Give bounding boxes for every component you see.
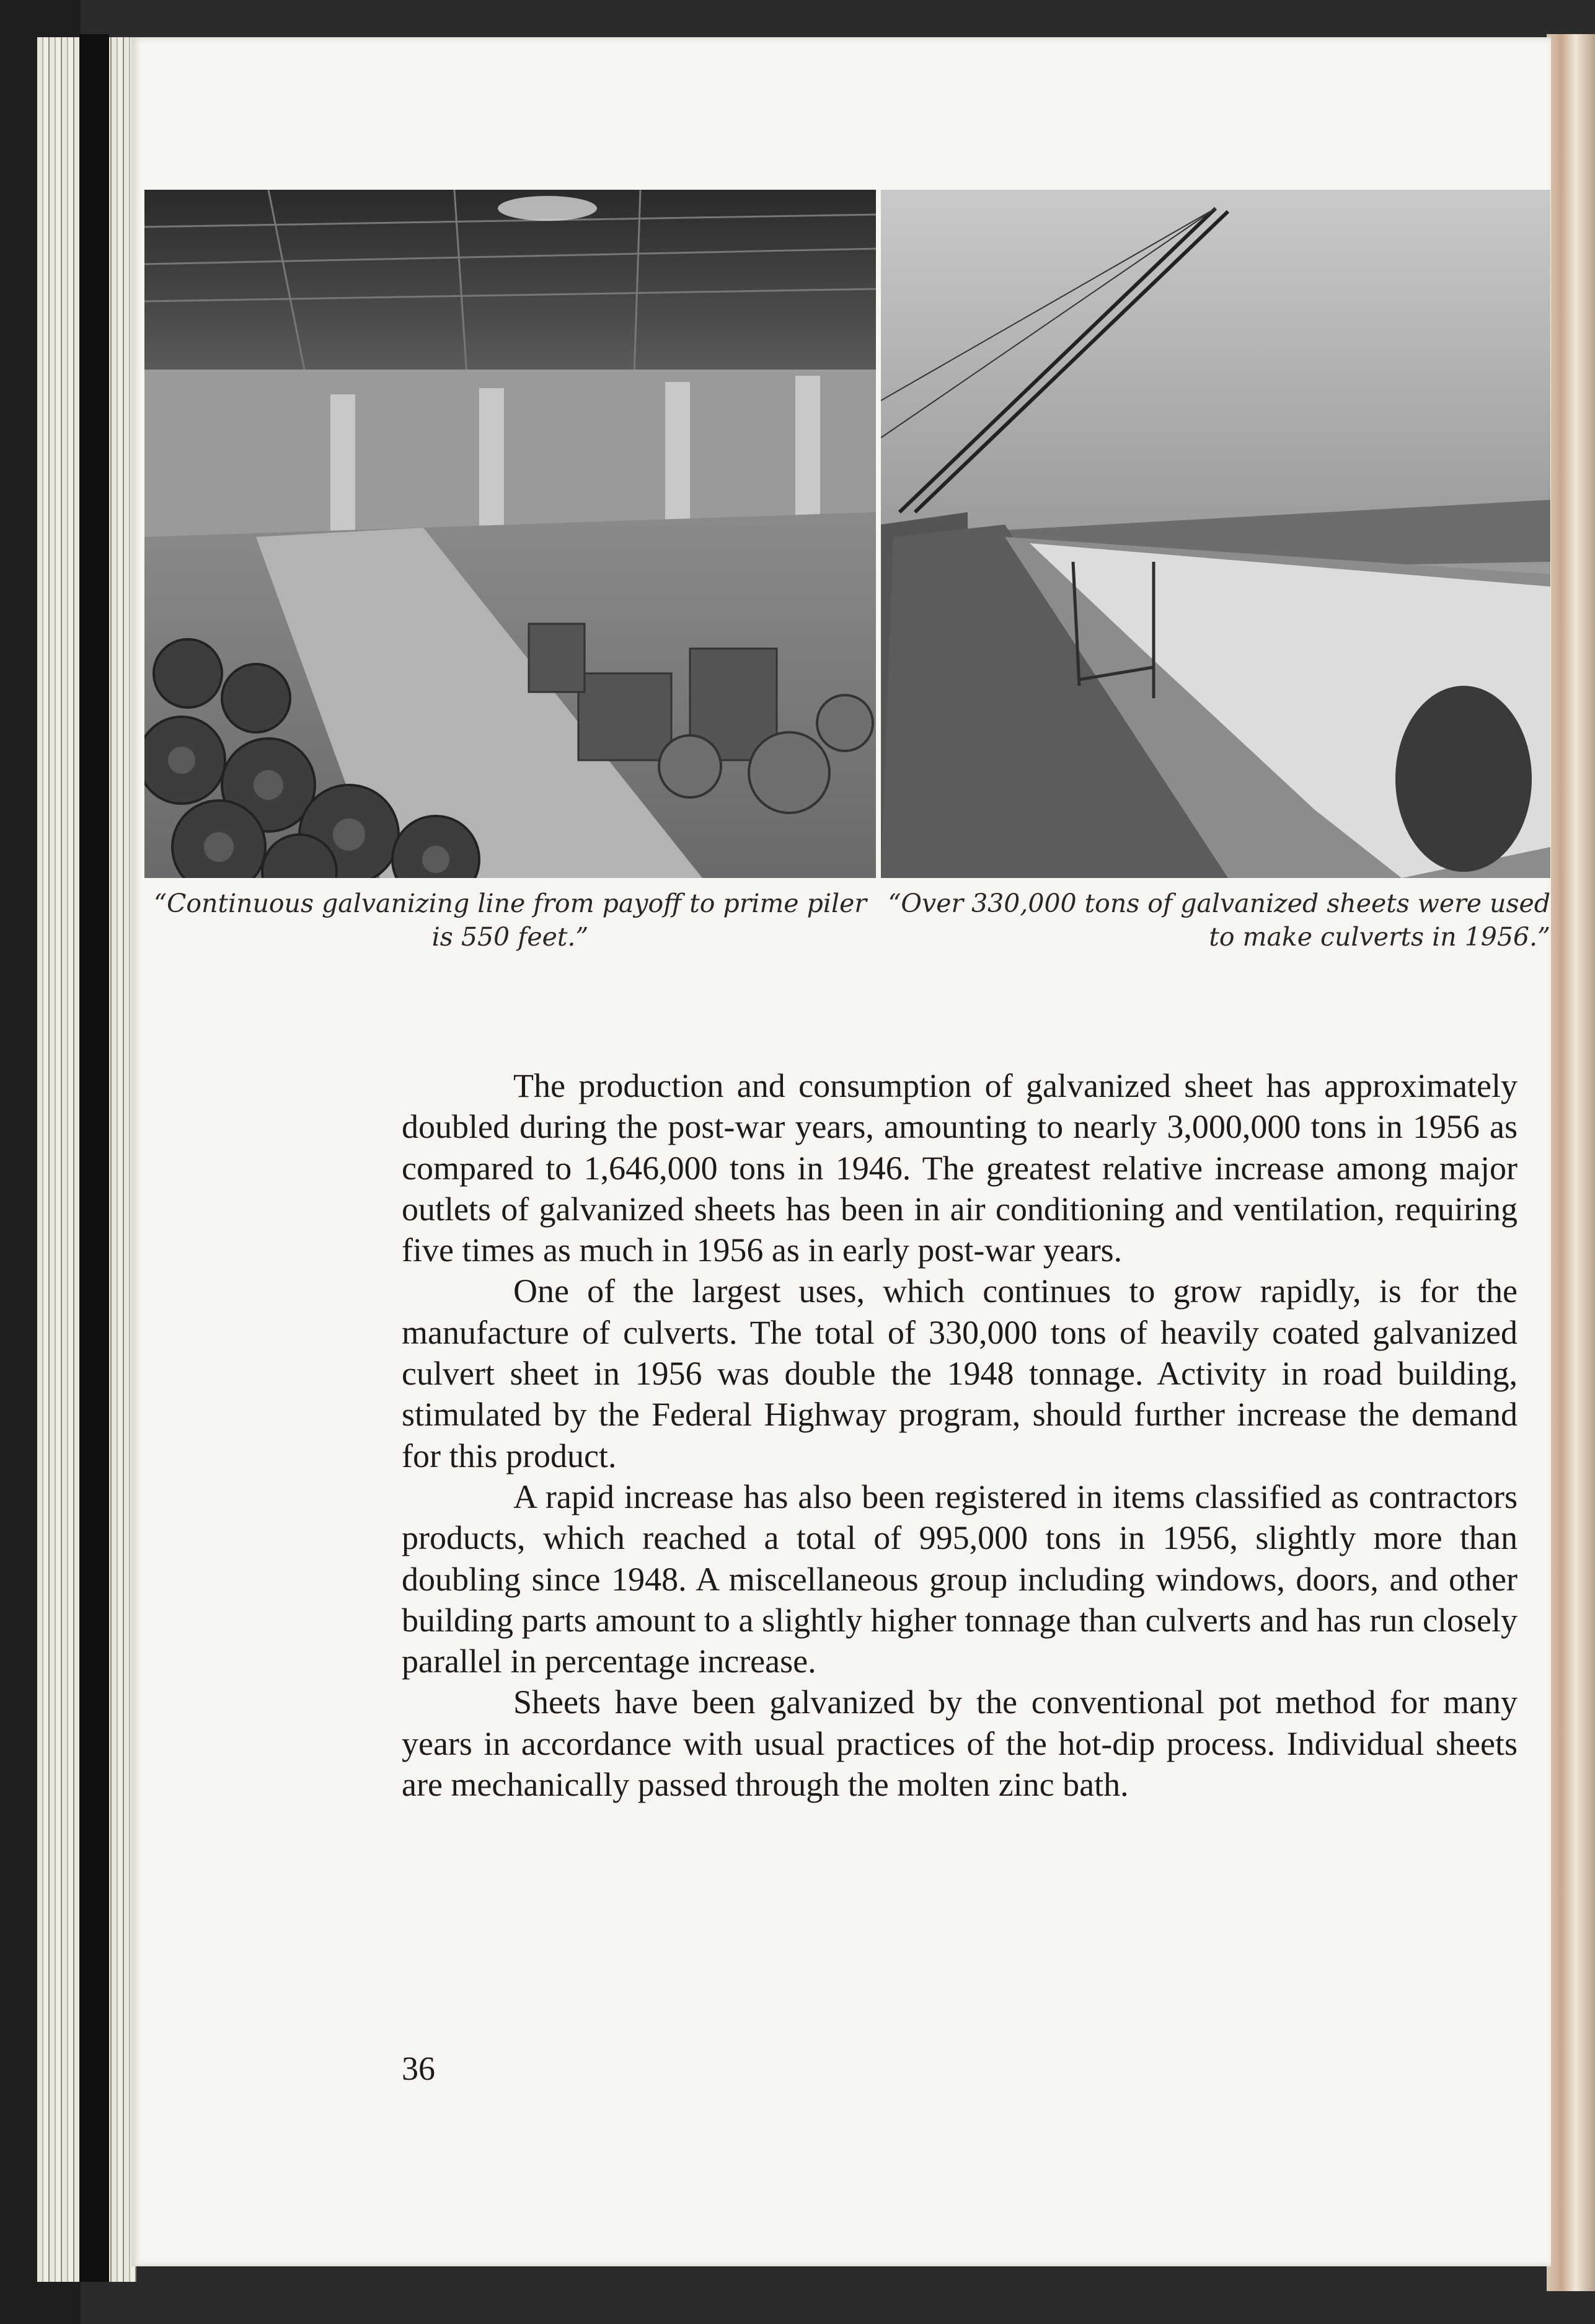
page-number: 36 (402, 2050, 435, 2087)
left-photo-caption: “Continuous galvanizing line from payoff to prime piler is 550 feet.” (154, 889, 867, 952)
article-body (402, 1065, 1518, 1805)
next-page-edge (1547, 34, 1595, 2291)
paragraph-1: The production and consumption of galvanized sheet has approximately doubled during the post-war years, amounting to nearly 3,000,000 tons in 1956 as compared to 1,646,000 tons in 1946. The greatest relative increase among major outlets of galvanized sheets has been in air conditioning and ventilation, requiring five times as much in 1956 as in early post-war years. (402, 1067, 1518, 1269)
paragraph-4: Sheets have been galvanized by the conventional pot method for many years in accordance with usual practices of the hot-dip process. Individual sheets are mechanically passed through the molten zinc bath. (402, 1683, 1518, 1804)
galvanizing-line-photo (144, 190, 876, 878)
culvert-crane-photo (881, 190, 1550, 878)
paragraph-3: A rapid increase has also been registered in items classified as contractors products, which reached a total of 995,000 tons in 1956, slightly more than doubling since 1948. A miscellaneous group including windows, doors, and other building parts amount to a slightly higher tonnage than culverts and has run closely parallel in percentage increase. (402, 1478, 1518, 1680)
right-photo-caption: “Over 330,000 tons of galvanized sheets were used to make culverts in 1956.” (888, 889, 1550, 952)
book-spine-shadow (79, 34, 109, 2282)
paragraph-2: One of the largest uses, which continues to grow rapidly, is for the manufacture of culverts. The total of 330,000 tons of heavily coated galvanized culvert sheet in 1956 was double the 1948 tonnage. Activity in road building, stimulated by the Federal Highway program, should further increase the demand for this product. (402, 1272, 1518, 1475)
